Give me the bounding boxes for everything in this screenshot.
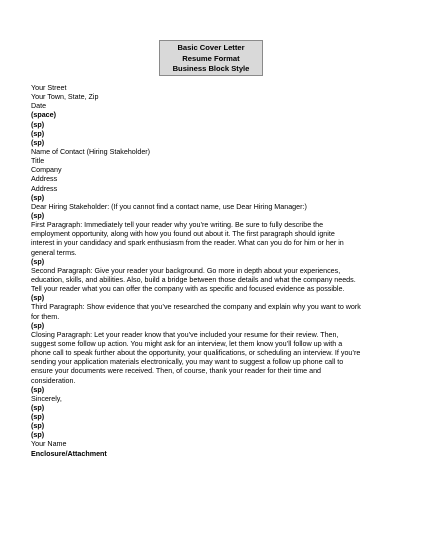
letter-line: Third Paragraph: Show evidence that you’ve researched the company and explain why you want to work [31,303,361,312]
letter-line: for them. [31,312,60,321]
letter-line: (sp) [31,422,45,431]
letter-line: Closing Paragraph: Let your reader know that you’ve included your resume for their review. Then, [31,330,339,339]
letter-line: Title [31,157,45,166]
letter-line: Your Name [31,440,67,449]
letter-line: (sp) [31,431,45,440]
letter-line: (sp) [31,294,45,303]
letter-line: consideration. [31,376,76,385]
letter-line: Your Town, State, Zip [31,93,99,102]
letter-line: (sp) [31,211,45,220]
letter-line: (sp) [31,321,45,330]
letter-line: (sp) [31,403,45,412]
letter-line: Second Paragraph: Give your reader your background. Go more in depth about your experiences, [31,266,341,275]
title-line-3: Business Block Style [172,64,250,74]
letter-line: Tell your reader what you can offer the company with as specific and focused evidence as possible. [31,285,345,294]
letter-line: Your Street [31,84,67,92]
letter-line: general terms. [31,248,77,257]
document-title-box [159,40,263,76]
letter-line: Address [31,175,58,184]
letter-line: employment opportunity, along with how you found out about it. The first paragraph should ignite [31,230,335,239]
letter-line: First Paragraph: Immediately tell your reader why you’re writing. Be sure to fully describe the [31,221,324,230]
letter-body [31,84,401,459]
letter-line: sending your application materials electronically, you may want to suggest a follow up phone call to [31,358,344,367]
letter-line: Sincerely, [31,394,62,403]
letter-line: education, skills, and abilities. Also, build a bridge between those details and what the company needs. [31,275,356,284]
letter-line: interest in your candidacy and spark enthusiasm from the reader. What can you do for him or her in [31,239,344,248]
letter-line: (sp) [31,257,45,266]
letter-line: (sp) [31,129,45,138]
letter-line: Dear Hiring Stakeholder: (If you cannot find a contact name, use Dear Hiring Manager:) [31,202,307,211]
letter-line: (sp) [31,138,45,147]
letter-line: (space) [31,111,57,120]
letter-line: Date [31,102,47,111]
letter-line: phone call to speak further about the opportunity, your qualifications, or scheduling an interview. If you’re [31,349,361,358]
letter-line: (sp) [31,385,45,394]
letter-line: Company [31,166,62,175]
letter-line: ensure your documents were received. Then, of course, thank your reader for their time and [31,367,322,376]
letter-line: (sp) [31,193,45,202]
letter-line: suggest some follow up action. You might ask for an interview, let them know you’ll follow up with a [31,339,343,348]
letter-line: Enclosure/Attachment [31,449,107,458]
title-line-2: Resume Format [182,53,240,63]
title-line-1: Basic Cover Letter [177,43,245,52]
letter-line: (sp) [31,413,45,422]
letter-line: Name of Contact (Hiring Stakeholder) [31,147,151,156]
letter-line: Address [31,184,58,193]
letter-line: (sp) [31,120,45,129]
